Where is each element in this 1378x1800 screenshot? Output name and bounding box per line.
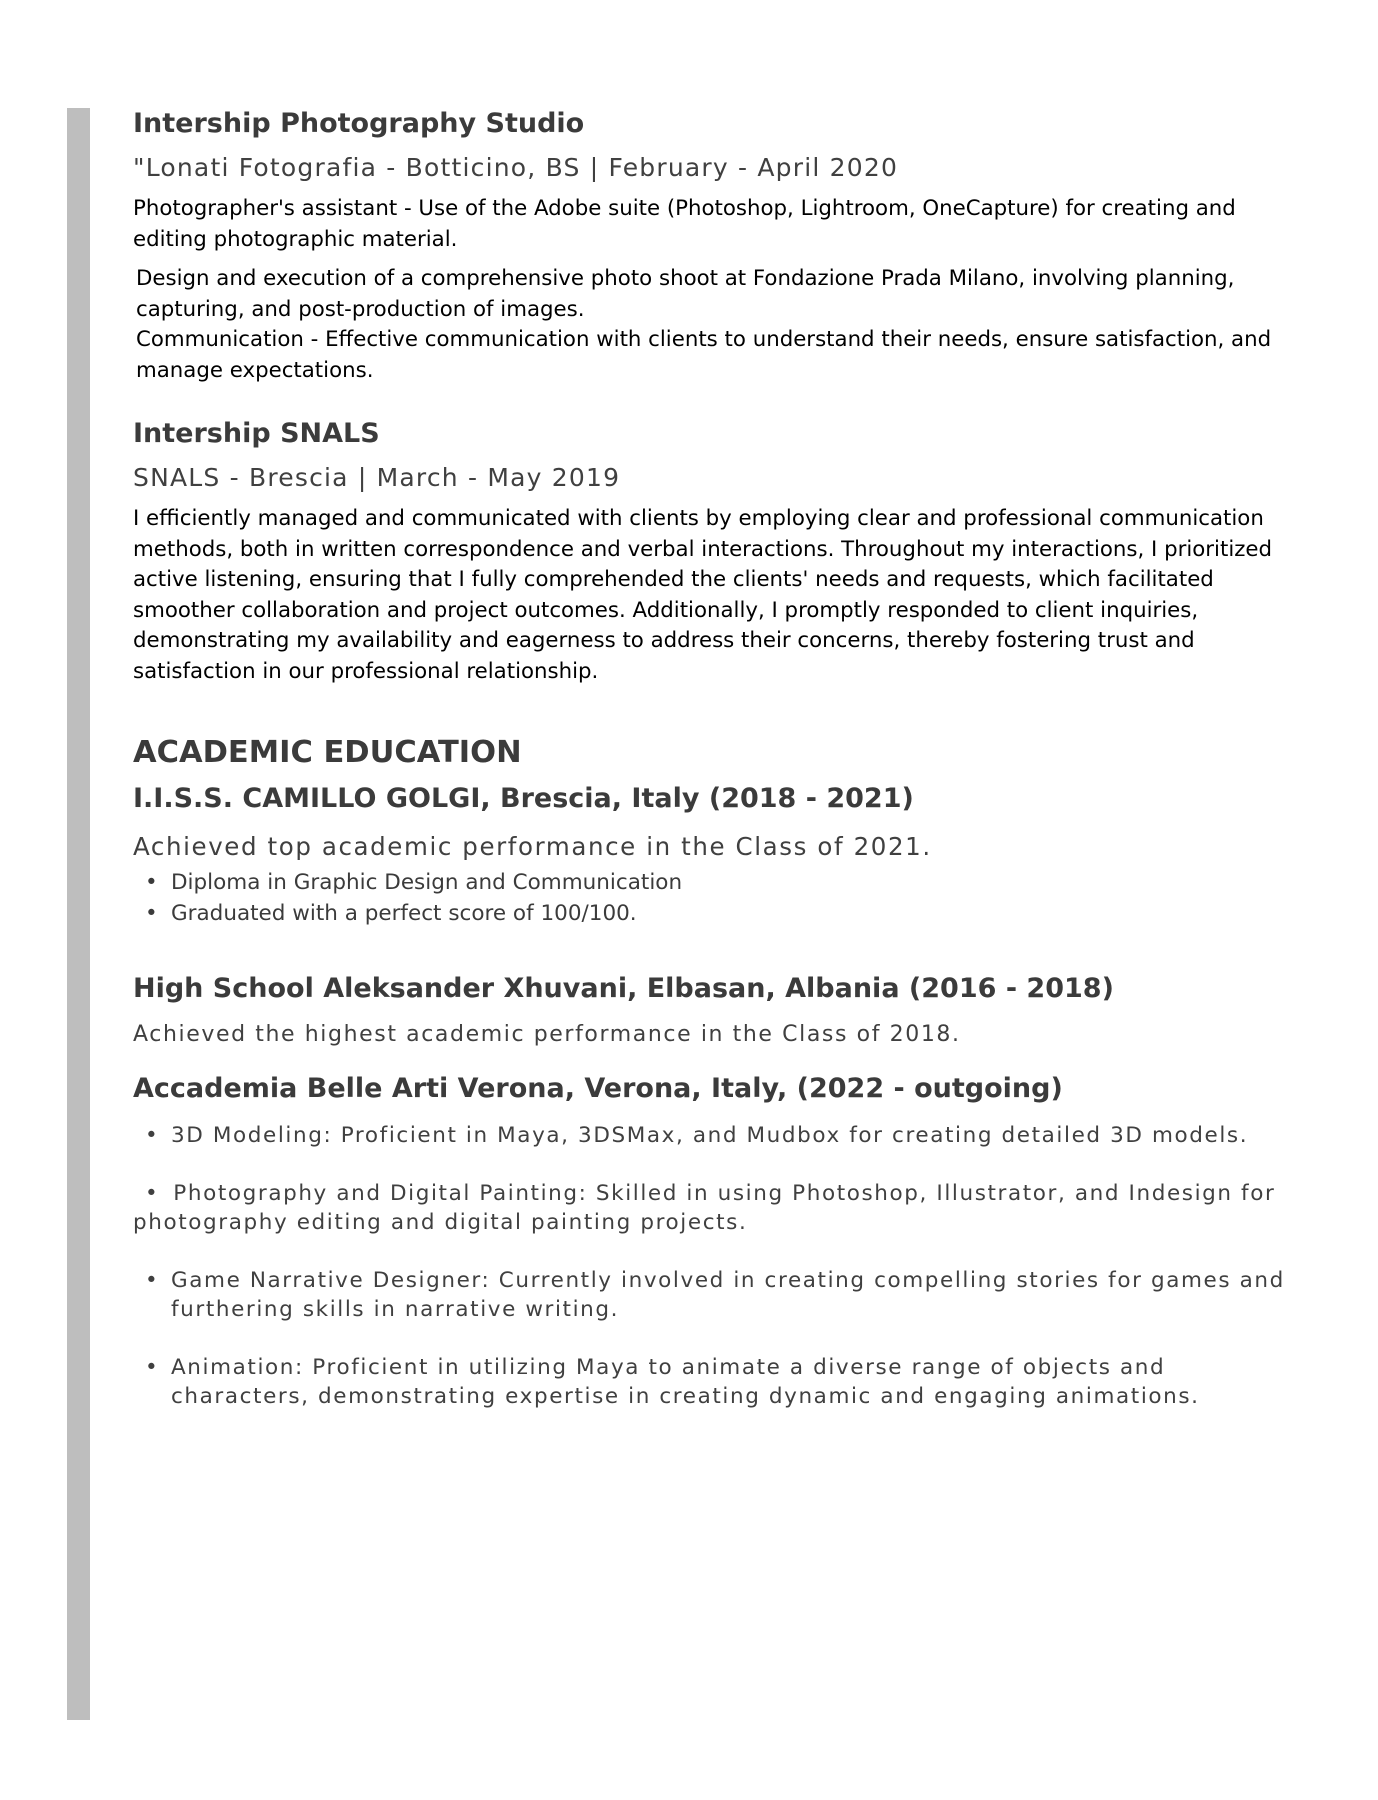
school-title: I.I.S.S. CAMILLO GOLGI, Brescia, Italy (2018 - 2021) [133,783,914,814]
skill-list [133,1121,1303,1411]
bullet-icon: • [145,1123,160,1148]
job-description: Photographer's assistant - Use of the Adobe suite (Photoshop, Lightroom, OneCapture) for creating and editing photographic material. [133,196,1236,252]
skill-item [133,1121,1303,1150]
list-item: • Diploma in Graphic Design and Communication [171,867,1303,898]
skill-item [133,1179,1303,1237]
job-detail-line: Design and execution of a comprehensive photo shoot at Fondazione Prada Milano, involving planning, capturing, and post-production of images. [136,266,1235,322]
list-item: • Graduated with a perfect score of 100/100. [171,898,1303,929]
school-title: High School Aleksander Xhuvani, Elbasan, Albania (2016 - 2018) [133,973,1114,1004]
experience-entry-snals [133,414,1303,687]
skill-text: Photography and Digital Painting: Skilled in using Photoshop, Illustrator, and Indesign for photography editing and digital painting projects. [133,1181,1276,1235]
school-title: Accademia Belle Arti Verona, Verona, Italy, (2022 - outgoing) [133,1073,1063,1104]
education-entry-golgi [133,777,1303,929]
skill-item [133,1353,1303,1411]
bullet-icon: • [145,1268,160,1293]
job-detail [136,264,1303,386]
skill-text: Animation: Proficient in utilizing Maya to animate a diverse range of objects and characters, demonstrating expertise in creating dynamic and engaging animations. [171,1355,1200,1409]
education-entry-verona [133,1067,1303,1411]
school-bullets [133,867,1303,929]
skill-item [133,1266,1303,1324]
sidebar-accent-bar [67,108,90,1720]
skill-text: 3D Modeling: Proficient in Maya, 3DSMax, and Mudbox for creating detailed 3D models. [171,1123,1249,1148]
job-detail-line: Communication - Effective communication with clients to understand their needs, ensure satisfaction, and manage expectations. [136,327,1272,383]
job-meta: SNALS - Brescia | March - May 2019 [133,463,621,492]
resume-content [133,104,1303,1440]
school-summary: Achieved the highest academic performance in the Class of 2018. [133,1022,961,1047]
education-entry-xhuvani [133,967,1303,1053]
job-meta: "Lonati Fotografia - Botticino, BS | February - April 2020 [133,153,899,182]
job-description: I efficiently managed and communicated with clients by employing clear and professional communication methods, both in written correspondence and verbal interactions. Throughout my interactions, I prioritized active listening, ensuring that I fully comprehended the clients' needs and requests, which facilitated smoother collaboration and project outcomes. Additionally, I promptly responded to client inquiries, demonstrating my availability and eagerness to address their concerns, thereby fostering trust and satisfaction in our professional relationship. [133,506,1273,684]
job-title: Intership SNALS [133,418,380,449]
experience-entry-photography [133,104,1303,386]
section-title-education: ACADEMIC EDUCATION [133,735,522,770]
job-title: Intership Photography Studio [133,108,585,139]
bullet-icon: • [145,1181,160,1206]
bullet-icon: • [145,1355,160,1380]
skill-text: Game Narrative Designer: Currently involved in creating compelling stories for games and furthering skills in narrative writing. [171,1268,1285,1322]
school-summary: Achieved top academic performance in the Class of 2021. [133,832,932,861]
